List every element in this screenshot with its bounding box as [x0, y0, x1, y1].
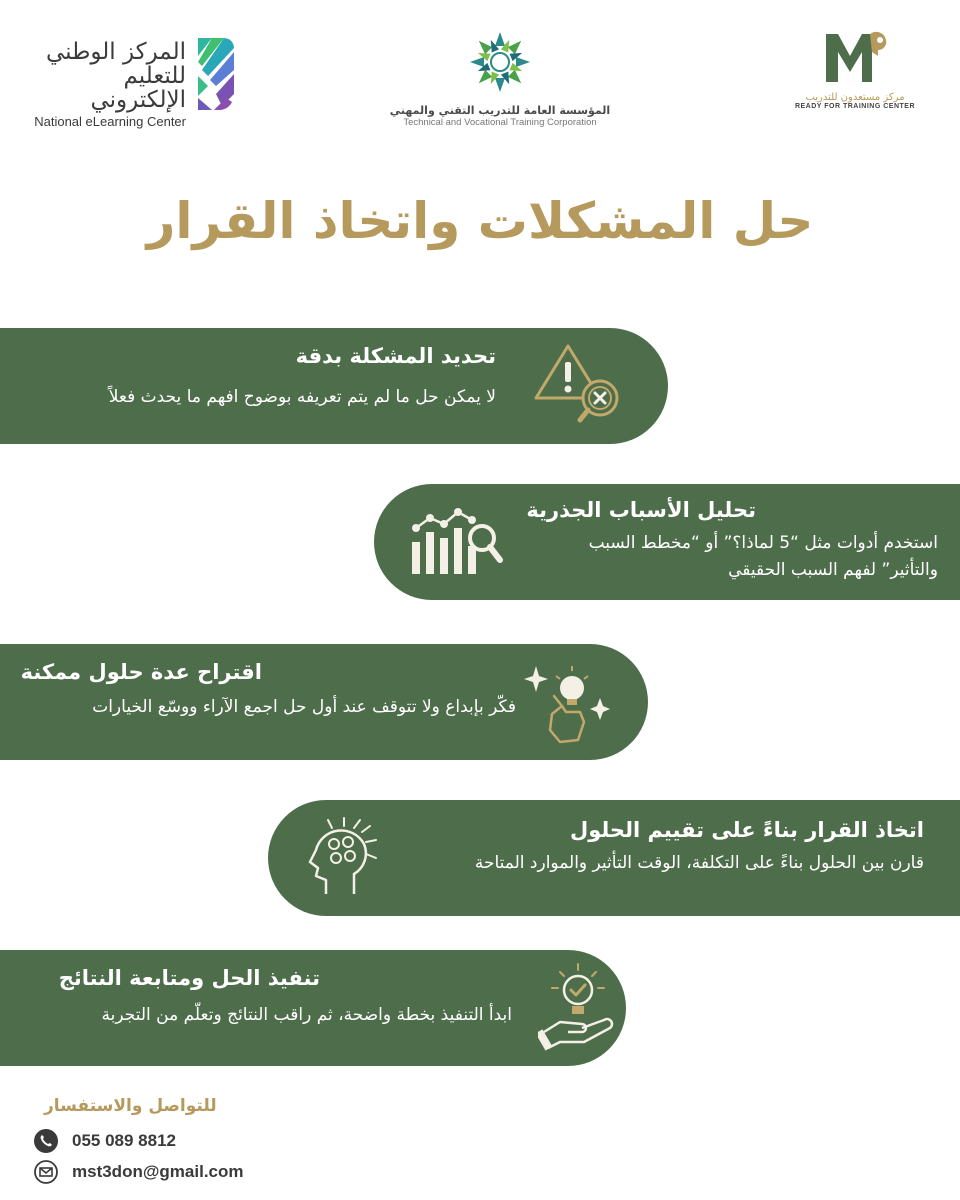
step-title: تحليل الأسباب الجذرية — [526, 498, 756, 522]
ready-logo-icon — [820, 26, 890, 86]
step-title: اقتراح عدة حلول ممكنة — [20, 660, 262, 684]
ready-name-en: READY FOR TRAINING CENTER — [794, 103, 916, 110]
idea-hand-icon — [524, 660, 614, 746]
step-text — [538, 530, 938, 584]
nelc-name-ar-line2: للتعليم الإلكتروني — [90, 63, 186, 113]
step-text: قارن بين الحلول بناءً على التكلفة، الوقت التأثير والموارد المتاحة — [474, 853, 924, 873]
step-text-line-1: استخدم أدوات مثل “5 لماذا؟” أو “مخطط السبب — [588, 533, 938, 553]
phone-number: 055 089 8812 — [72, 1131, 176, 1150]
step-text: فكّر بإبداع ولا تتوقف عند أول حل اجمع الآراء ووسّع الخيارات — [92, 697, 516, 717]
step-title: اتخاذ القرار بناءً على تقييم الحلول — [569, 818, 924, 842]
nelc-logo-icon — [194, 36, 234, 112]
chart-analysis-icon — [408, 502, 504, 578]
step-card-3 — [0, 644, 648, 760]
step-text-line-2: والتأثير” لفهم السبب الحقيقي — [728, 560, 938, 580]
page-title: حل المشكلات واتخاذ القرار — [146, 192, 814, 250]
email-address: mst3don@gmail.com — [72, 1162, 244, 1181]
tvtc-star-logo-icon — [468, 28, 532, 98]
tvtc-logo — [385, 28, 615, 143]
tvtc-name-en: Technical and Vocational Training Corporation — [403, 117, 597, 128]
step-card-4 — [268, 800, 960, 916]
warning-search-icon — [534, 342, 626, 426]
email-contact[interactable] — [34, 1158, 244, 1186]
phone-icon — [34, 1129, 58, 1153]
step-title: تنفيذ الحل ومتابعة النتائج — [58, 966, 320, 990]
phone-contact[interactable] — [34, 1127, 176, 1155]
nelc-name-ar-line1: المركز الوطني — [45, 39, 186, 65]
ready-name-ar: مركز مستعدون للتدريب — [805, 92, 905, 103]
brain-decision-icon — [296, 814, 382, 904]
ready-logo — [790, 26, 920, 121]
contact-title: للتواصل والاستفسار — [44, 1096, 217, 1116]
step-text: لا يمكن حل ما لم يتم تعريفه بوضوح افهم ما يحدث فعلاً — [108, 387, 496, 407]
step-card-1 — [0, 328, 668, 444]
hand-lightbulb-check-icon — [538, 962, 618, 1054]
nelc-name-en: National eLearning Center — [34, 114, 186, 129]
step-text: ابدأ التنفيذ بخطة واضحة، ثم راقب النتائج وتعلّم من التجربة — [101, 1005, 512, 1025]
step-card-2 — [374, 484, 960, 600]
tvtc-name-ar: المؤسسة العامة للتدريب التقني والمهني — [389, 104, 611, 117]
email-icon — [34, 1160, 58, 1184]
step-card-5 — [0, 950, 626, 1066]
step-title: تحديد المشكلة بدقة — [295, 344, 496, 368]
nelc-logo — [24, 36, 234, 129]
